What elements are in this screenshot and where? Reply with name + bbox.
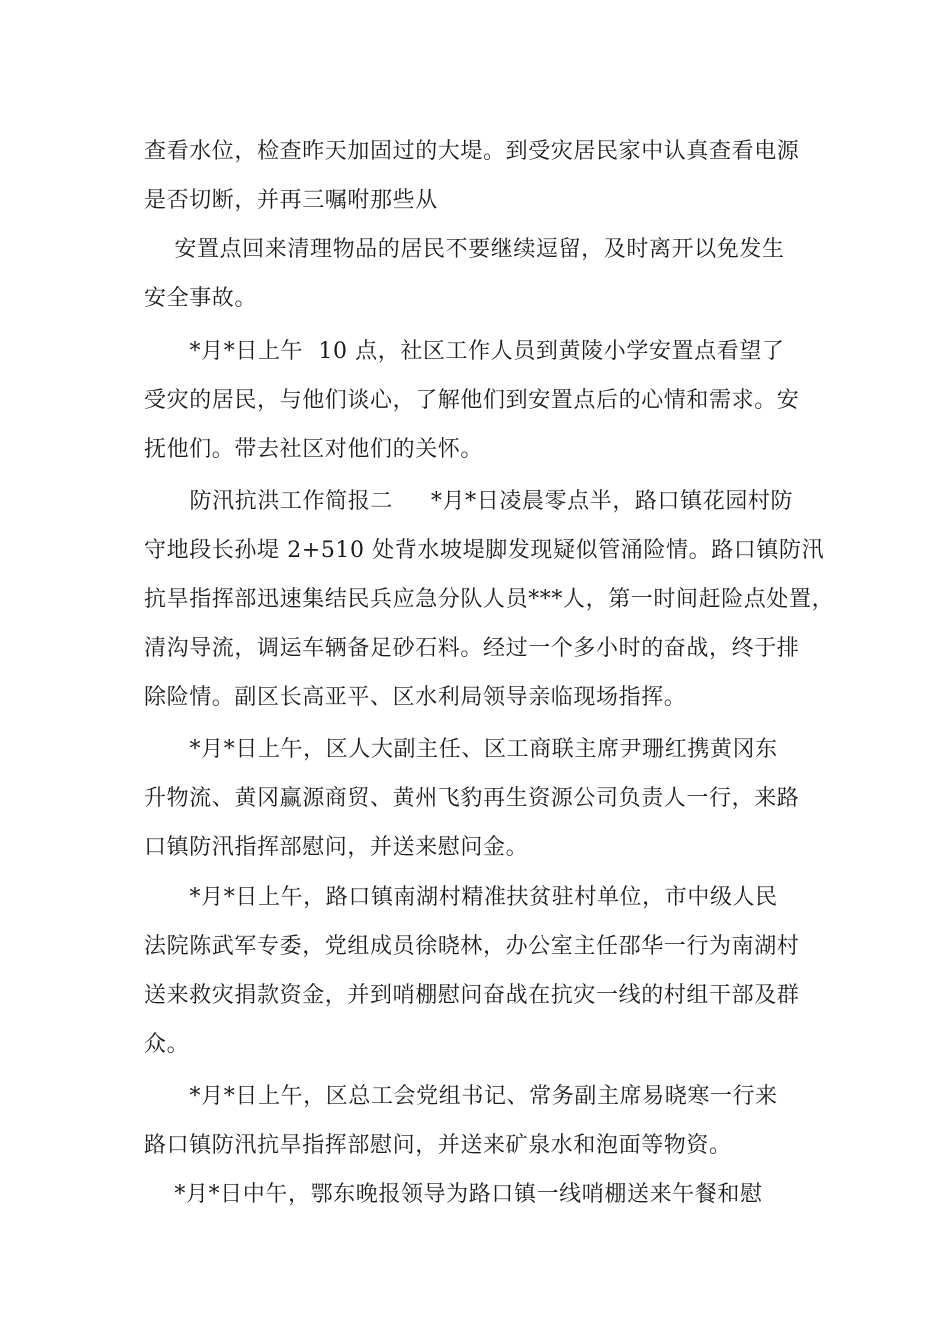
text-line: 查看水位，检查昨天加固过的大堤。到受灾居民家中认真查看电源 [144, 139, 800, 164]
text-line: *月*日上午，区总工会党组书记、常务副主席易晓寒一行来 [144, 1084, 778, 1109]
text-line: *月*日上午 10 点，社区工作人员到黄陵小学安置点看望了 [144, 339, 785, 364]
text-line: 除险情。副区长高亚平、区水利局领导亲临现场指挥。 [144, 685, 687, 710]
text-line: *月*日上午，区人大副主任、区工商联主席尹珊红携黄冈东 [144, 737, 778, 762]
text-line: 法院陈武军专委，党组成员徐晓林，办公室主任邵华一行为南湖村 [144, 934, 800, 959]
text-line: 众。 [144, 1032, 190, 1057]
text-line: 安置点回来清理物品的居民不要继续逗留，及时离开以免发生 [144, 237, 785, 262]
text-line: 安全事故。 [144, 286, 258, 311]
text-line: 守地段长孙堤 2+510 处背水坡堤脚发现疑似管涌险情。路口镇防汛 [144, 538, 825, 563]
text-line: *月*日上午，路口镇南湖村精准扶贫驻村单位，市中级人民 [144, 885, 778, 910]
text-line: 清沟导流，调运车辆备足砂石料。经过一个多小时的奋战，终于排 [144, 636, 800, 661]
text-line: 送来救灾捐款资金，并到哨棚慰问奋战在抗灾一线的村组干部及群 [144, 983, 800, 1008]
text-line: 抗旱指挥部迅速集结民兵应急分队人员***人，第一时间赶险点处置， [144, 587, 835, 612]
text-line: 升物流、黄冈赢源商贸、黄州飞豹再生资源公司负责人一行，来路 [144, 786, 800, 811]
text-line: 受灾的居民，与他们谈心，了解他们到安置点后的心情和需求。安 [144, 388, 800, 413]
text-line: 抚他们。带去社区对他们的关怀。 [144, 437, 484, 462]
text-line: 防汛抗洪工作简报二 *月*日凌晨零点半，路口镇花园村防 [144, 489, 794, 514]
text-line: 路口镇防汛抗旱指挥部慰问，并送来矿泉水和泡面等物资。 [144, 1133, 732, 1158]
text-line: 口镇防汛指挥部慰问，并送来慰问金。 [144, 835, 529, 860]
text-line: *月*日中午，鄂东晚报领导为路口镇一线哨棚送来午餐和慰 [144, 1182, 763, 1207]
text-line: 是否切断，并再三嘱咐那些从 [144, 188, 438, 213]
